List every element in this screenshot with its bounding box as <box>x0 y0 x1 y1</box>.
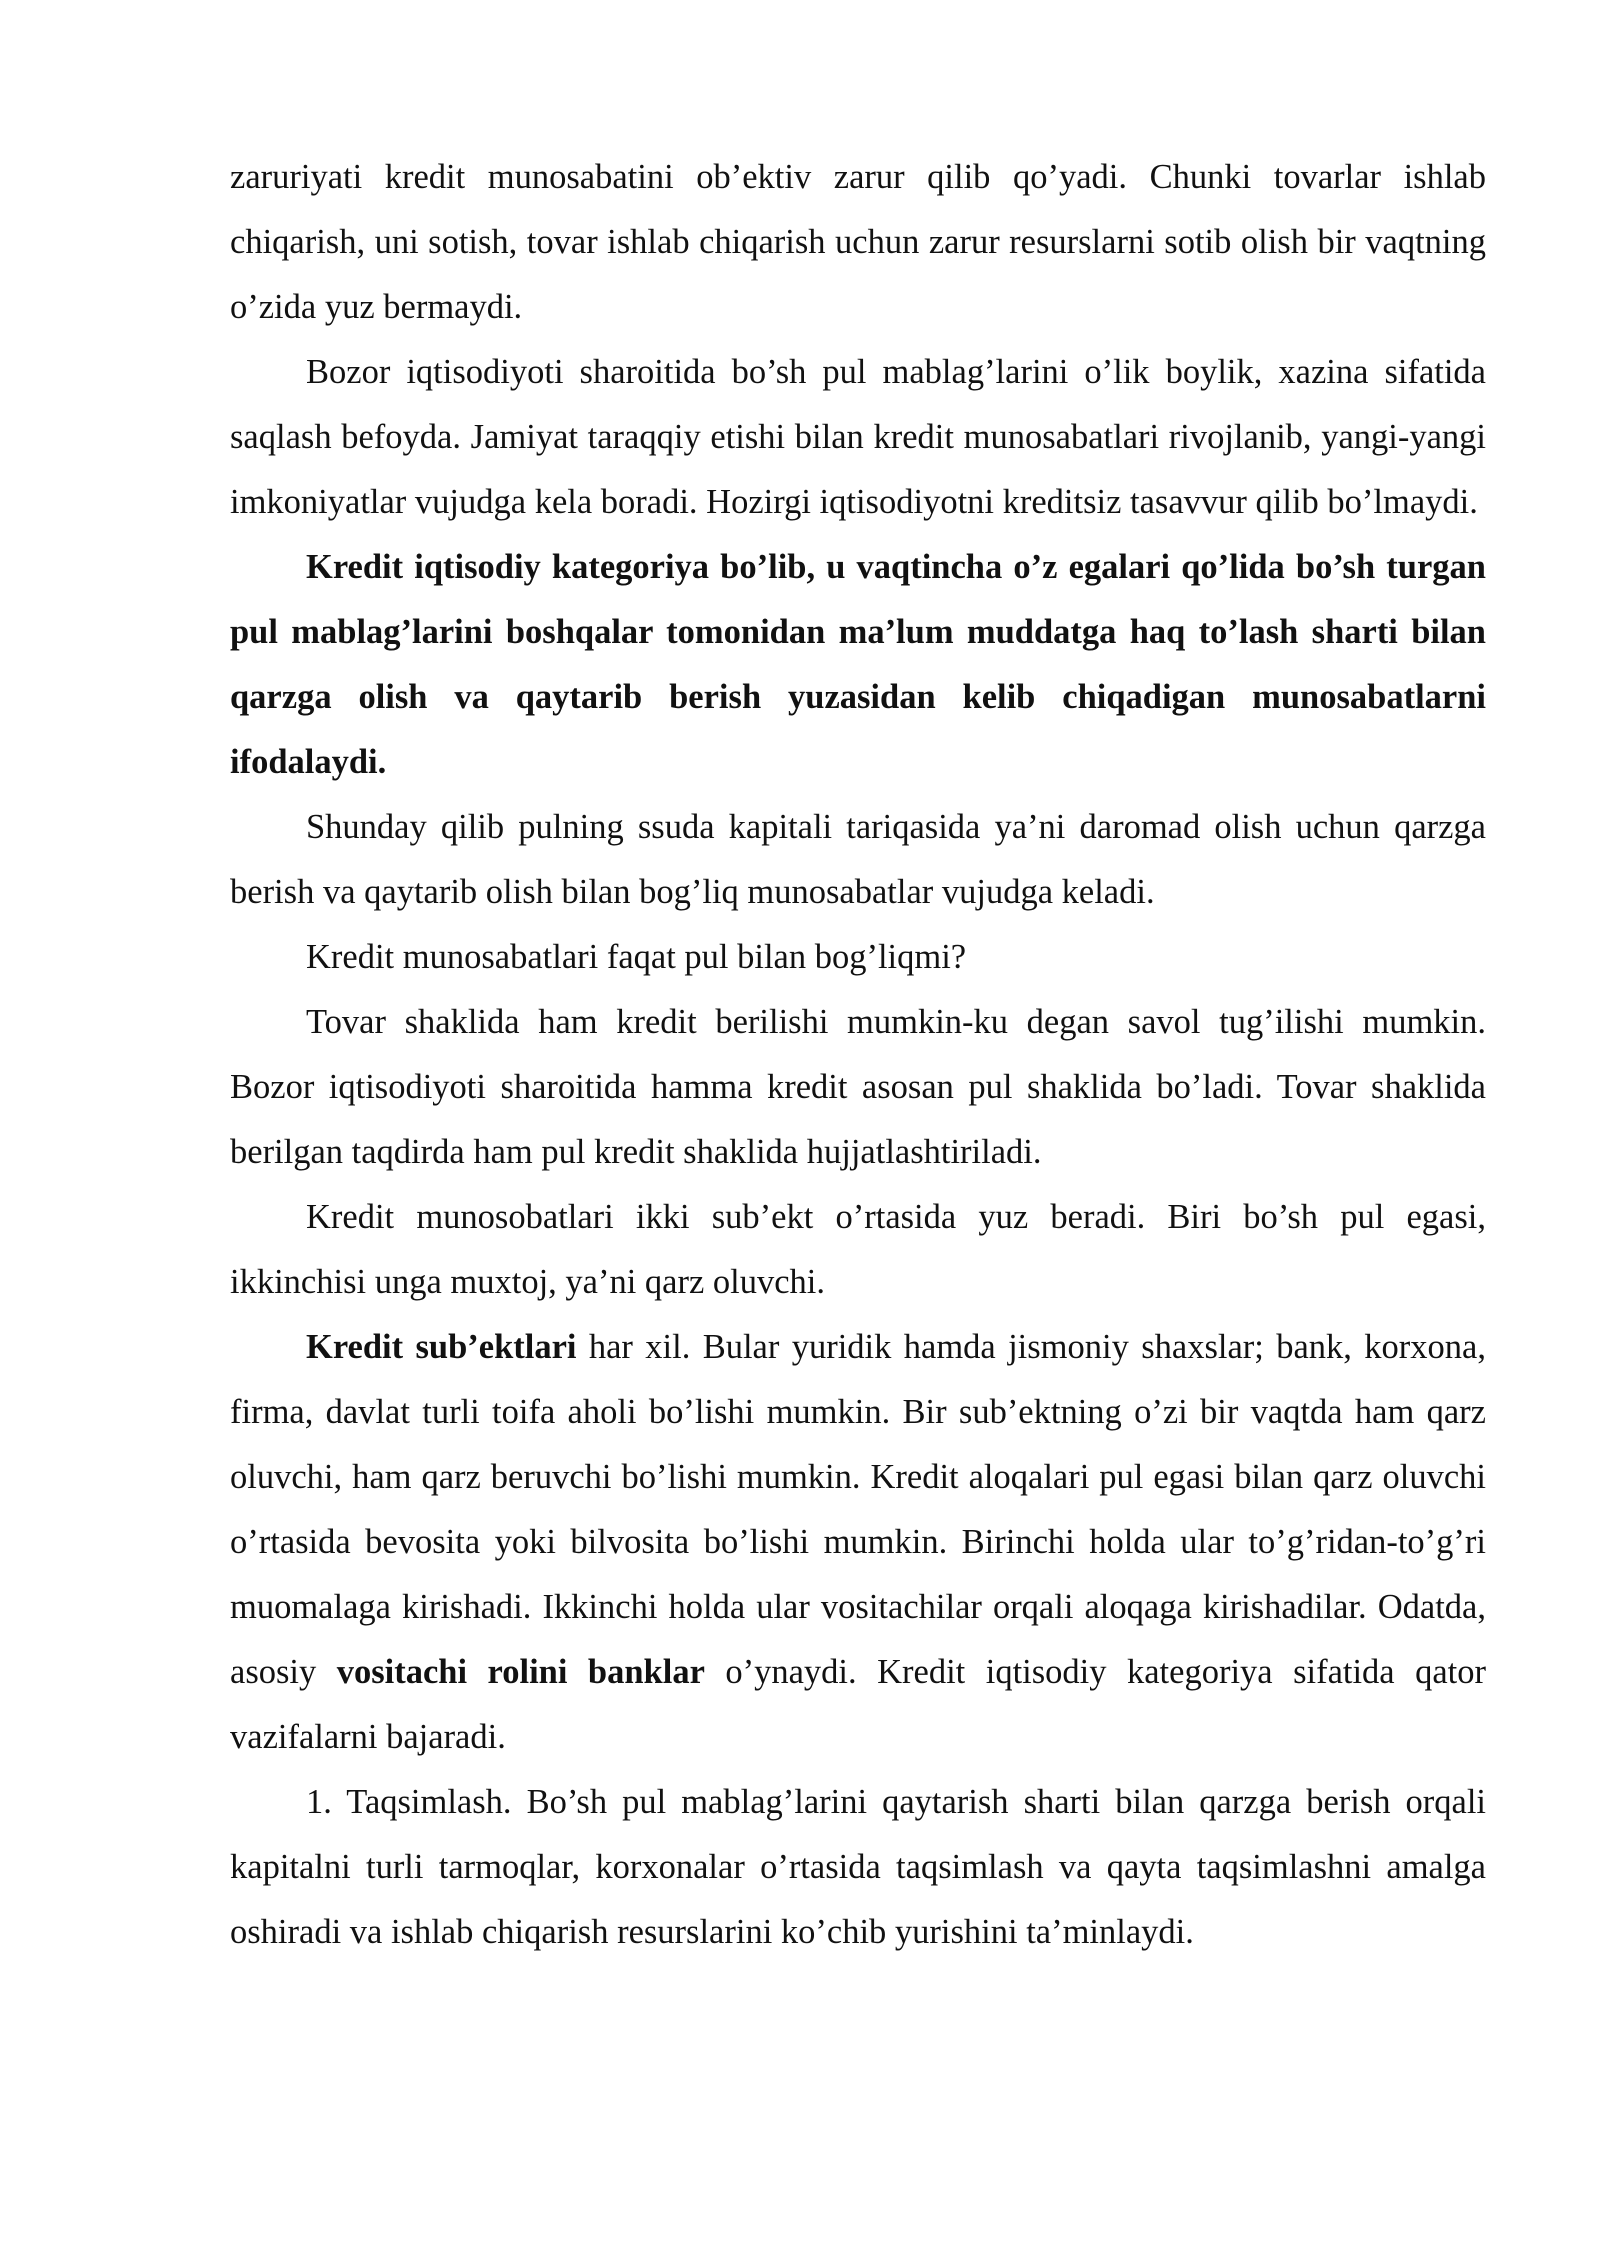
paragraph-2: Bozor iqtisodiyoti sharoitida bo’sh pul mablag’larini o’lik boylik, xazina sifatida saqlash befoyda. Jamiyat taraqqiy etishi bilan kredit munosabatlari rivojlanib, yangi-yangi imkoniyatlar vujudga kela boradi. Hozirgi iqtisodiyotni kreditsiz tasavvur qilib bo’lmaydi. <box>230 353 1486 521</box>
paragraph-6: Tovar shaklida ham kredit berilishi mumkin-ku degan savol tug’ilishi mumkin. Bozor iqtisodiyoti sharoitida hamma kredit asosan pul shaklida bo’ladi. Tovar shaklida berilgan taqdirda ham pul kredit shaklida hujjatlashtiriladi. <box>230 1003 1486 1171</box>
paragraph-8-bold-term-2: vositachi rolini banklar <box>336 1653 705 1691</box>
paragraph-5-question: Kredit munosabatlari faqat pul bilan bog’liqmi? <box>306 938 967 976</box>
paragraph-8-bold-term: Kredit sub’ektlari <box>306 1328 577 1366</box>
paragraph-9: 1. Taqsimlash. Bo’sh pul mablag’larini qaytarish sharti bilan qarzga berish orqali kapitalni turli tarmoqlar, korxonalar o’rtasida taqsimlash va qayta taqsimlashni amalga oshiradi va ishlab chiqarish resurslarini ko’chib yurishini ta’minlaydi. <box>230 1783 1486 1951</box>
paragraph-1: zaruriyati kredit munosabatini ob’ektiv zarur qilib qo’yadi. Chunki tovarlar ishlab chiqarish, uni sotish, tovar ishlab chiqarish uchun zarur resurslarni sotib olish bir vaqtning o’zida yuz bermaydi. <box>230 158 1486 326</box>
paragraph-3-definition: Kredit iqtisodiy kategoriya bo’lib, u vaqtincha o’z egalari qo’lida bo’sh turgan pul mablag’larini boshqalar tomonidan ma’lum muddatga haq to’lash sharti bilan qarzga olish va qaytarib berish yuzasidan kelib chiqadigan munosabatlarni ifodalaydi. <box>230 548 1486 781</box>
paragraph-8-text: har xil. Bular yuridik hamda jismoniy shaxslar; bank, korxona, firma, davlat turli toifa aholi bo’lishi mumkin. Bir sub’ektning o’zi bir vaqtda ham qarz oluvchi, ham qarz beruvchi bo’lishi mumkin. Kredit aloqalari pul egasi bilan qarz oluvchi o’rtasida bevosita yoki bilvosita bo’lishi mumkin. Birinchi holda ular to’g’ridan-to’g’ri muomalaga kirishadi. Ikkinchi holda ular vositachilar orqali aloqaga kirishadilar. Odatda, asosiy <box>230 1328 1486 1691</box>
paragraph-8-text-2: o’ynaydi. Kredit iqtisodiy kategoriya sifatida qator vazifalarni bajaradi. <box>230 1653 1486 1756</box>
paragraph-4: Shunday qilib pulning ssuda kapitali tariqasida ya’ni daromad olish uchun qarzga berish va qaytarib olish bilan bog’liq munosabatlar vujudga keladi. <box>230 808 1486 911</box>
paragraph-8 <box>230 1315 1486 1770</box>
paragraph-7: Kredit munosobatlari ikki sub’ekt o’rtasida yuz beradi. Biri bo’sh pul egasi, ikkinchisi unga muxtoj, ya’ni qarz oluvchi. <box>230 1198 1486 1301</box>
document-page <box>230 145 1486 1965</box>
